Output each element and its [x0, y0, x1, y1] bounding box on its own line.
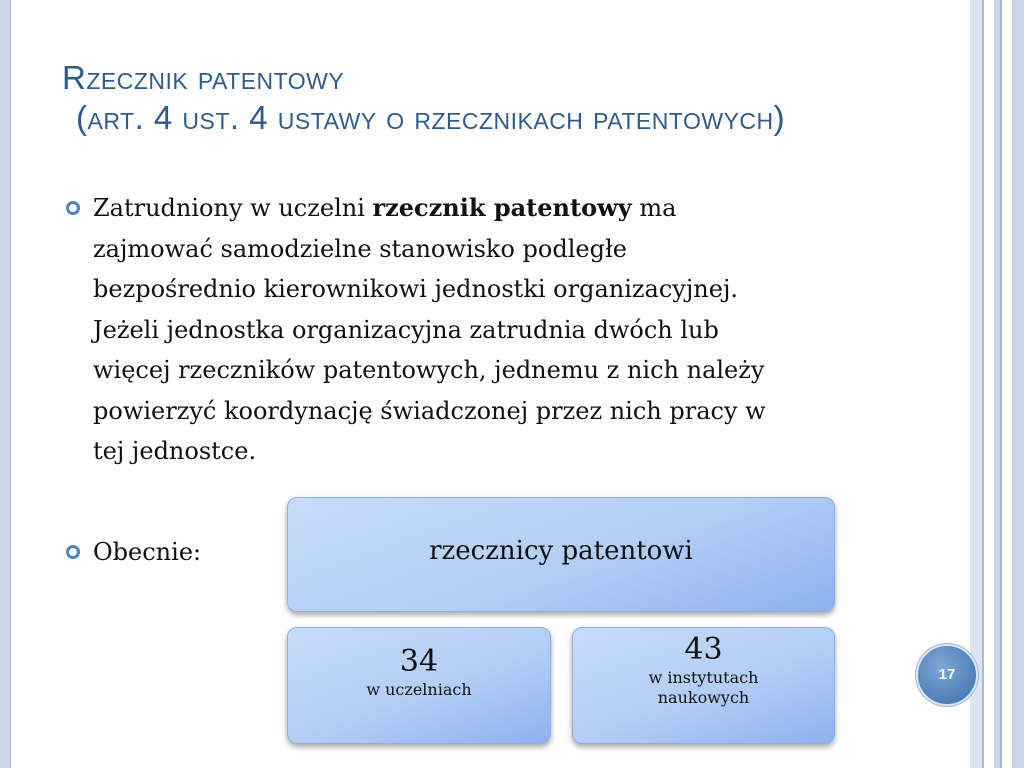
bullet-line-4: Jeżeli jednostka organizacyjna zatrudnia dwóch lub — [93, 315, 719, 344]
diagram-right-number: 43 — [684, 632, 723, 667]
page-number-badge: 17 — [916, 644, 978, 706]
frame-stripe — [1012, 0, 1024, 768]
bold-term: rzecznik patentowy — [372, 193, 632, 222]
slide-title — [62, 58, 942, 138]
title-line-1: Rzecznik patentowy — [62, 59, 345, 96]
diagram-main-box — [287, 497, 835, 612]
diagram-right-box — [572, 627, 835, 744]
frame-stripe — [970, 0, 982, 768]
diagram-right-label-line-1: w instytutach — [648, 668, 759, 687]
diagram-left-label: w uczelniach — [366, 680, 472, 699]
bullet-text: Obecnie: — [93, 538, 202, 566]
bullet-item-employment — [66, 188, 906, 472]
bullet-circle-icon — [66, 201, 80, 215]
right-frame-border — [970, 0, 1024, 768]
bullet-circle-icon — [66, 545, 80, 559]
diagram-main-label: rzecznicy patentowi — [429, 536, 693, 566]
bullet-line-2: zajmować samodzielne stanowisko podległe — [93, 234, 627, 263]
title-line-2: (art. 4 ust. 4 ustawy o rzecznikach patentowych) — [76, 99, 786, 136]
bullet-line-1: Zatrudniony w uczelni rzecznik patentowy ma — [93, 193, 677, 222]
left-frame-border — [0, 0, 11, 768]
bullet-line-3: bezpośrednio kierownikowi jednostki organizacyjnej. — [93, 275, 739, 303]
diagram-left-box — [287, 627, 551, 744]
bullet-line-5: więcej rzeczników patentowych, jednemu z nich należy — [93, 356, 765, 384]
frame-stripe — [984, 0, 994, 768]
bullet-line-7: tej jednostce. — [93, 437, 257, 465]
frame-stripe — [1002, 0, 1012, 768]
bullet-line-6: powierzyć koordynację świadczonej przez nich pracy w — [93, 396, 766, 425]
diagram-left-number: 34 — [399, 644, 439, 679]
bullet-text — [93, 188, 906, 472]
diagram-right-label-line-2: naukowych — [657, 688, 750, 707]
